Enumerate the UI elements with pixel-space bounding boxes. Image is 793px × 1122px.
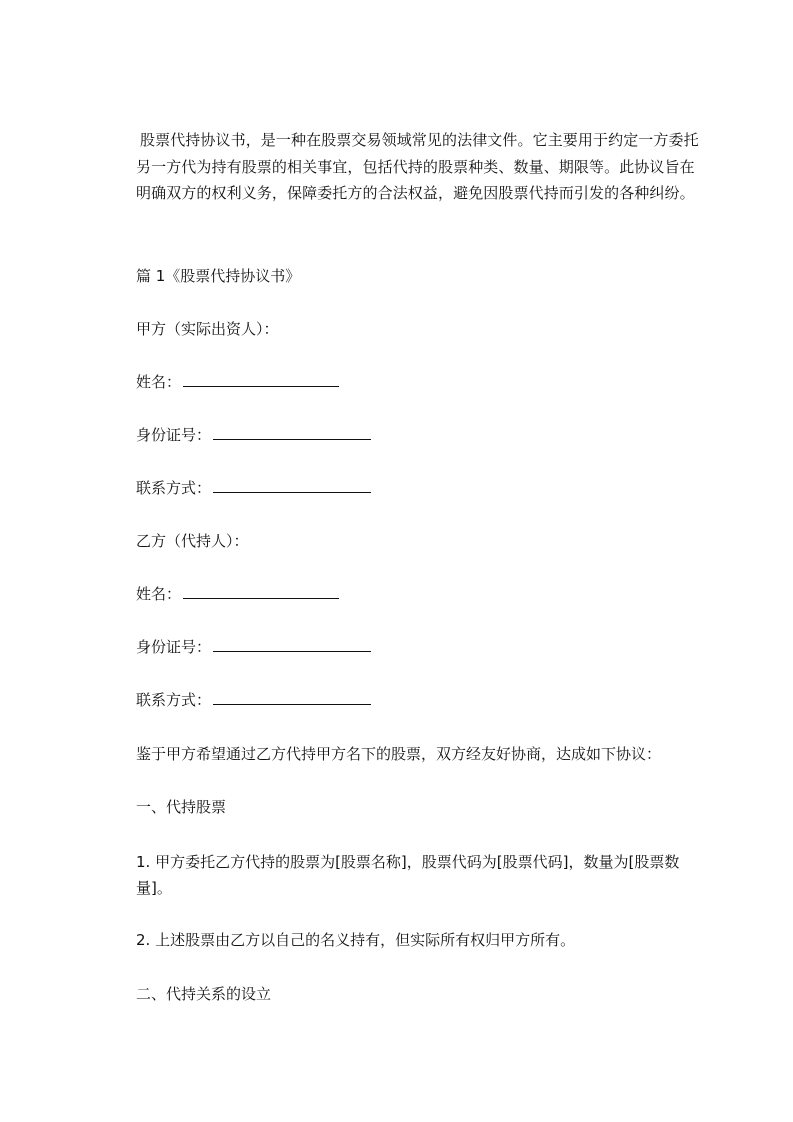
party-a-id-row [136, 424, 371, 446]
party-b-title: 乙方（代持人）： [136, 532, 249, 550]
party-b-name-label: 姓名： [136, 585, 182, 603]
party-a-name-row [136, 371, 339, 393]
party-b-contact-row [136, 689, 371, 711]
section-1-item-1: 1. 甲方委托乙方代持的股票为[股票名称]，股票代码为[股票代码]，数量为[股票数量]。 [136, 853, 680, 897]
section-1-title: 一、代持股票 [136, 798, 227, 816]
party-a-contact-blank [213, 477, 371, 493]
party-a-name-blank [183, 371, 339, 387]
party-a-contact-row [136, 477, 371, 499]
section-2-title: 二、代持关系的设立 [136, 985, 272, 1003]
party-a-name-label: 姓名： [136, 373, 182, 391]
party-b-name-blank [183, 583, 339, 599]
party-b-name-row [136, 583, 339, 605]
party-b-id-row [136, 636, 371, 658]
party-a-contact-label: 联系方式： [136, 479, 212, 497]
party-a-id-blank [213, 424, 371, 440]
party-a-title: 甲方（实际出资人）： [136, 320, 279, 338]
section-1-item-2: 2. 上述股票由乙方以自己的名义持有，但实际所有权归甲方所有。 [136, 931, 576, 949]
party-b-id-label: 身份证号： [136, 638, 212, 656]
preamble: 鉴于甲方希望通过乙方代持甲方名下的股票，双方经友好协商，达成如下协议： [136, 745, 662, 763]
intro-paragraph: 股票代持协议书，是一种在股票交易领域常见的法律文件。它主要用于约定一方委托另一方代为持有股票的相关事宜，包括代持的股票种类、数量、期限等。此协议旨在明确双方的权利义务，保障委托方的合法权益，避免因股票代持而引发的各种纠纷。 [136, 131, 699, 202]
document-heading: 篇 1《股票代持协议书》 [136, 267, 301, 285]
party-b-contact-label: 联系方式： [136, 691, 212, 709]
party-a-id-label: 身份证号： [136, 426, 212, 444]
party-b-contact-blank [213, 689, 371, 705]
party-b-id-blank [213, 636, 371, 652]
